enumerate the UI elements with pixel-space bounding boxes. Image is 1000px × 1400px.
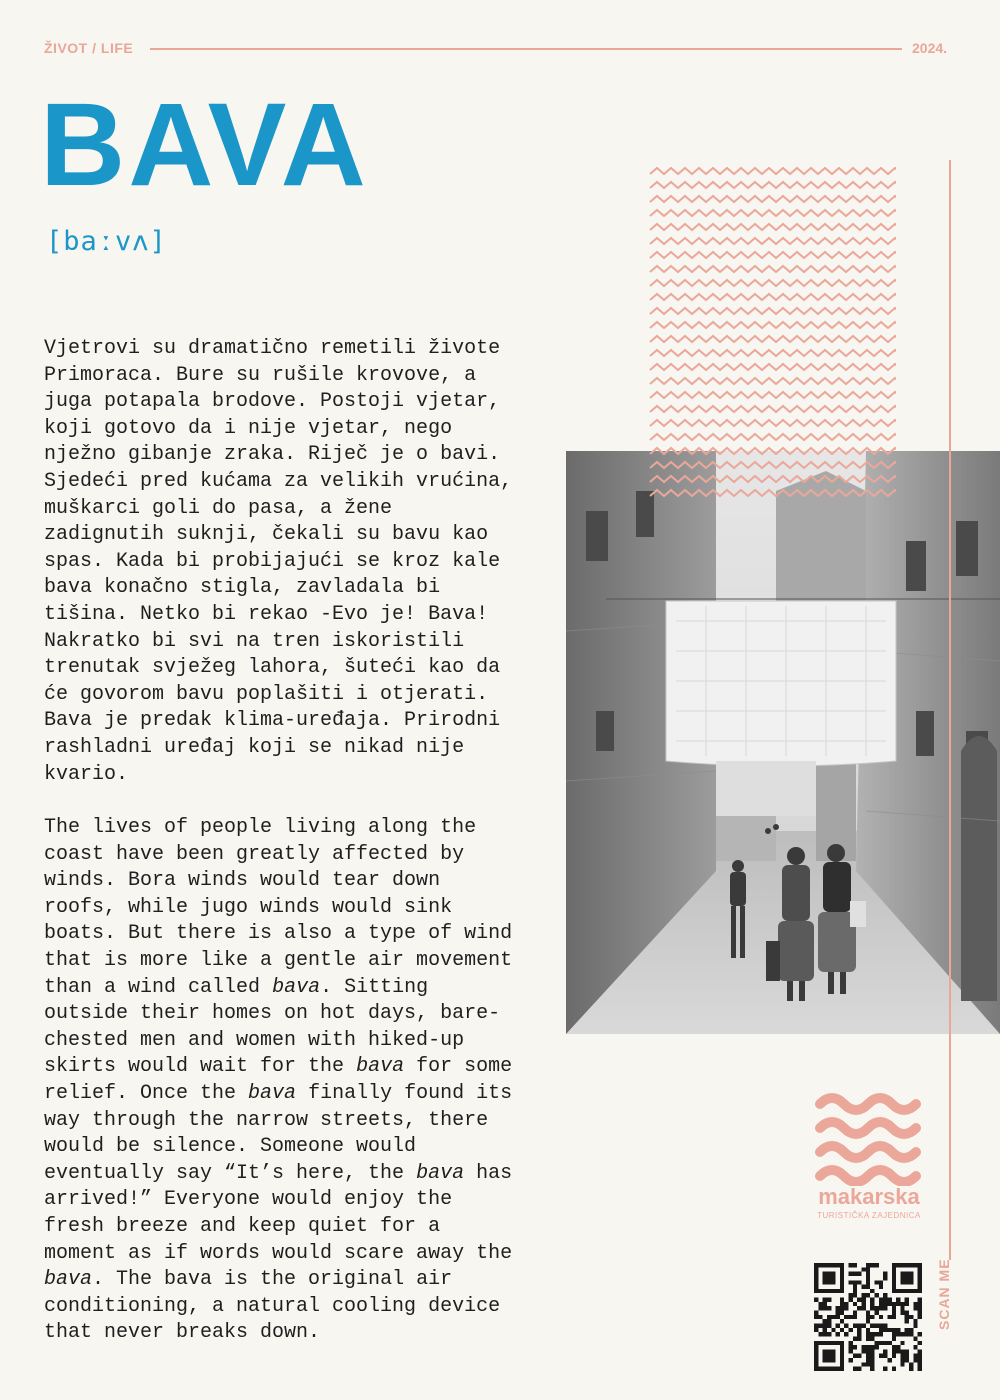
street-photo — [566, 451, 1000, 1034]
makarska-wave-logo — [812, 1090, 924, 1186]
phonetic-transcription: [baːvʌ] — [46, 226, 167, 257]
croatian-paragraph: Vjetrovi su dramatično remetili živote Primoraca. Bure su rušile krovove, a juga potapala brodove. Postoji vjetar, koji gotovo da i nije vjetar, nego nježno gibanje zraka. Riječ je o bavi. Sjedeći pred kućama za velikih vrućina, muškarci goli do pasa, a žene zadignutih suknji, čekali su bavu kao spas. Kada bi probijajući se kroz kale bava konačno stigla, zavladala bi tišina. Netko bi rekao -Evo je! Bava! Nakratko bi svi na tren iskoristili trenutak svježeg lahora, šuteći kao da će govorom bavu poplašiti i otjerati. Bava je predak klima-uređaja. Prirodni rashladni uređaj koji se nikad nije kvario. — [44, 337, 513, 786]
qr-code[interactable] — [814, 1263, 922, 1371]
scan-me-label: SCAN ME — [936, 1258, 952, 1330]
logo-subtitle: TURISTIČKA ZAJEDNICA — [817, 1211, 921, 1220]
vertical-divider — [949, 160, 951, 1260]
page-title: BAVA — [40, 79, 369, 211]
logo-name: makarska — [818, 1184, 920, 1209]
section-label: ŽIVOT / LIFE — [44, 40, 134, 56]
header-divider — [150, 48, 902, 50]
year-label: 2024. — [912, 40, 948, 56]
zigzag-pattern — [648, 160, 896, 500]
english-paragraph: The lives of people living along the coast have been greatly affected by winds. Bora winds would tear down roofs, while jugo winds would sink boats. But there is also a type of wind that is more like a gentle air movement than a wind called bava. Sitting outside their homes on hot days, bare-chested men and women with hiked-up skirts would wait for the bava for some relief. Once the bava finally found its way through the narrow streets, there would be silence. Someone would eventually say “It’s here, the bava has arrived!” Everyone would enjoy the fresh breeze and keep quiet for a moment as if words would scare away the bava. The bava is the original air conditioning, a natural cooling device that never breaks down. — [44, 816, 513, 1345]
